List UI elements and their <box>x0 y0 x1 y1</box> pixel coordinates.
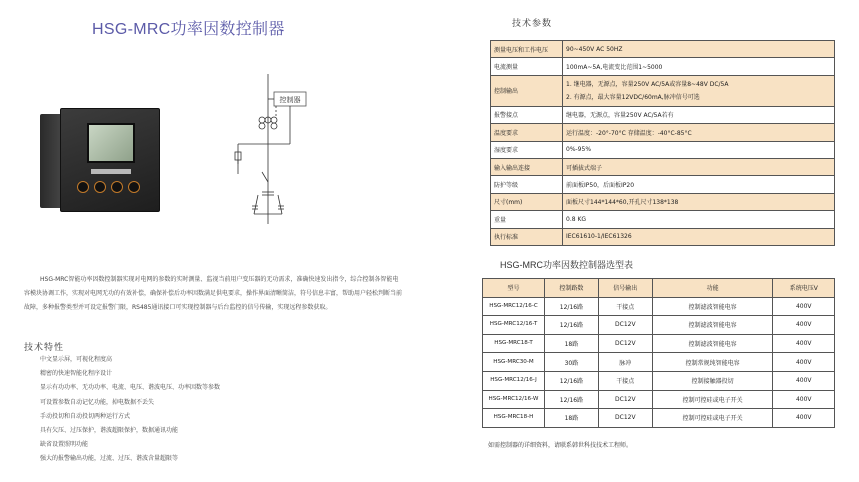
spec-value: IEC61610-1/IEC61326 <box>563 228 835 245</box>
table-cell: 18路 <box>545 409 599 428</box>
table-row <box>483 353 835 372</box>
column-header: 控制路数 <box>545 279 599 298</box>
list-item: 缺省设置照明功能 <box>40 441 89 449</box>
table-row <box>483 316 835 335</box>
column-header: 功能 <box>652 279 773 298</box>
schematic-label: 控制器 <box>279 96 301 104</box>
table-cell: 400V <box>773 390 835 409</box>
table-row <box>483 297 835 316</box>
table-cell: DC12V <box>598 409 652 428</box>
table-cell: 控制滤波智能电容 <box>652 297 773 316</box>
table-cell: 控制滤波智能电容 <box>652 316 773 335</box>
spec-key: 输入输出连接 <box>491 158 563 175</box>
spec-key: 温度要求 <box>491 124 563 141</box>
table-cell: HSG-MRC18-H <box>483 409 545 428</box>
table-cell: 控制可控硅或电子开关 <box>652 390 773 409</box>
column-header: 型号 <box>483 279 545 298</box>
table-header-row <box>483 279 835 298</box>
table-cell: DC12V <box>598 316 652 335</box>
list-item: 具有欠压、过压保护，谐波超限保护，数据通讯功能 <box>40 427 179 435</box>
list-item: 手动投切和自动投切两种运行方式 <box>40 412 131 420</box>
spec-key: 电流测量 <box>491 58 563 75</box>
table-cell: HSG-MRC12/16-J <box>483 371 545 390</box>
table-cell: 12/16路 <box>545 316 599 335</box>
spec-value <box>563 75 835 106</box>
table-row <box>483 390 835 409</box>
list-item: 精密的快速智能化程序设计 <box>40 370 113 378</box>
selection-title: HSG-MRC功率因数控制器选型表 <box>500 260 633 270</box>
spec-value-line: 2. 有源点，最大容量12VDC/60mA,脉冲信号可选 <box>566 93 700 101</box>
lcd-screen <box>87 123 135 163</box>
table-cell: 控制可控硅或电子开关 <box>652 409 773 428</box>
controller-photo <box>40 108 160 212</box>
table-cell: 脉冲 <box>598 353 652 372</box>
table-row <box>491 228 835 245</box>
spec-key: 测量电压和工作电压 <box>491 41 563 58</box>
column-header: 信号输出 <box>598 279 652 298</box>
table-cell: 干接点 <box>598 371 652 390</box>
table-cell: HSG-MRC12/16-T <box>483 316 545 335</box>
table-cell: 控制常规纯智能电容 <box>652 353 773 372</box>
device-button-icon <box>77 181 89 193</box>
table-cell: HSG-MRC18-T <box>483 334 545 353</box>
table-cell: 12/16路 <box>545 297 599 316</box>
product-description: HSG-MRC智能功率因数控制器实现对电网的参数的实时测量、监视当前用户变压器的无功需求，准确快速发出指令，综合控制各智能电容模块协调工作，实现对电网无功的有效补偿，确保补偿后功率因数满足供电要求，操作界面清晰简洁，符号信息丰富，帮助用户轻松判断当前故障，多种报警类型并可设定报警门限，RS485通讯接口可实现控制器与后台监控的信号传输，实现远程参数获取。 <box>24 276 403 311</box>
specs-table <box>490 40 835 246</box>
table-cell: 400V <box>773 297 835 316</box>
features-list <box>40 353 220 467</box>
table-cell: 400V <box>773 334 835 353</box>
list-item: 中文显示屏，可视化程度高 <box>40 356 113 363</box>
table-cell: 控制滤波智能电容 <box>652 334 773 353</box>
table-cell: DC12V <box>598 390 652 409</box>
specs-title: 技术参数 <box>512 19 553 29</box>
spec-key: 控制输出 <box>491 75 563 106</box>
table-row <box>491 58 835 75</box>
table-row <box>491 75 835 106</box>
table-cell: HSG-MRC12/16-W <box>483 390 545 409</box>
spec-value: 运行温度：-20°-70°C 存储温度：-40°C-85°C <box>563 124 835 141</box>
spec-key: 防护等级 <box>491 176 563 193</box>
table-row <box>483 371 835 390</box>
table-cell: HSG-MRC12/16-C <box>483 297 545 316</box>
spec-value-line: 1. 继电器，无源点，容量250V AC/5A或容量8~48V DC/5A <box>566 80 729 88</box>
spec-value: 90~450V AC 50HZ <box>563 41 835 58</box>
device-button-icon <box>111 181 123 193</box>
footer-note: 如需控制器的详细资料，请联系韩世科技技术工程师。 <box>488 442 633 449</box>
wiring-schematic <box>218 74 318 234</box>
spec-value: 面板尺寸144*144*60,开孔尺寸138*138 <box>563 193 835 210</box>
table-row <box>491 124 835 141</box>
table-row <box>483 334 835 353</box>
features-title: 技术特性 <box>24 343 65 353</box>
table-row <box>491 158 835 175</box>
spec-key: 执行标准 <box>491 228 563 245</box>
table-cell: DC12V <box>598 334 652 353</box>
spec-key: 重量 <box>491 211 563 228</box>
spec-key: 尺寸(mm) <box>491 193 563 210</box>
spec-key: 报警接点 <box>491 106 563 123</box>
column-header: 系统电压V <box>773 279 835 298</box>
table-cell: 400V <box>773 409 835 428</box>
table-row <box>491 176 835 193</box>
device-button-icon <box>94 181 106 193</box>
table-cell: HSG-MRC30-M <box>483 353 545 372</box>
table-cell: 18路 <box>545 334 599 353</box>
spec-value: 0%-95% <box>563 141 835 158</box>
table-cell: 400V <box>773 353 835 372</box>
device-button-icon <box>128 181 140 193</box>
table-row <box>491 106 835 123</box>
spec-key: 湿度要求 <box>491 141 563 158</box>
table-cell: 12/16路 <box>545 390 599 409</box>
spec-value: 可插拔式端子 <box>563 158 835 175</box>
table-cell: 控制接触器投切 <box>652 371 773 390</box>
spec-value: 100mA~5A,电流变比范围1~5000 <box>563 58 835 75</box>
table-cell: 400V <box>773 316 835 335</box>
list-item: 显示有功功率、无功功率、电流、电压、谐波电压、功率因数等参数 <box>40 384 221 392</box>
spec-value: 继电器，无源点，容量250V AC/5A若有 <box>563 106 835 123</box>
table-cell: 12/16路 <box>545 371 599 390</box>
table-row <box>491 141 835 158</box>
list-item: 可设置参数自动记忆功能，掉电数据不丢失 <box>40 398 155 406</box>
spec-value: 前面板IP50，后面板IP20 <box>563 176 835 193</box>
table-cell: 30路 <box>545 353 599 372</box>
table-cell: 干接点 <box>598 297 652 316</box>
table-row <box>491 41 835 58</box>
selection-table <box>482 278 835 428</box>
table-row <box>483 409 835 428</box>
list-item: 强大的报警输出功能，过流、过压、谐波含量超限等 <box>40 455 179 463</box>
spec-value: 0.8 KG <box>563 211 835 228</box>
table-row <box>491 193 835 210</box>
table-cell: 400V <box>773 371 835 390</box>
table-row <box>491 211 835 228</box>
page-title: HSG-MRC功率因数控制器 <box>92 21 285 38</box>
